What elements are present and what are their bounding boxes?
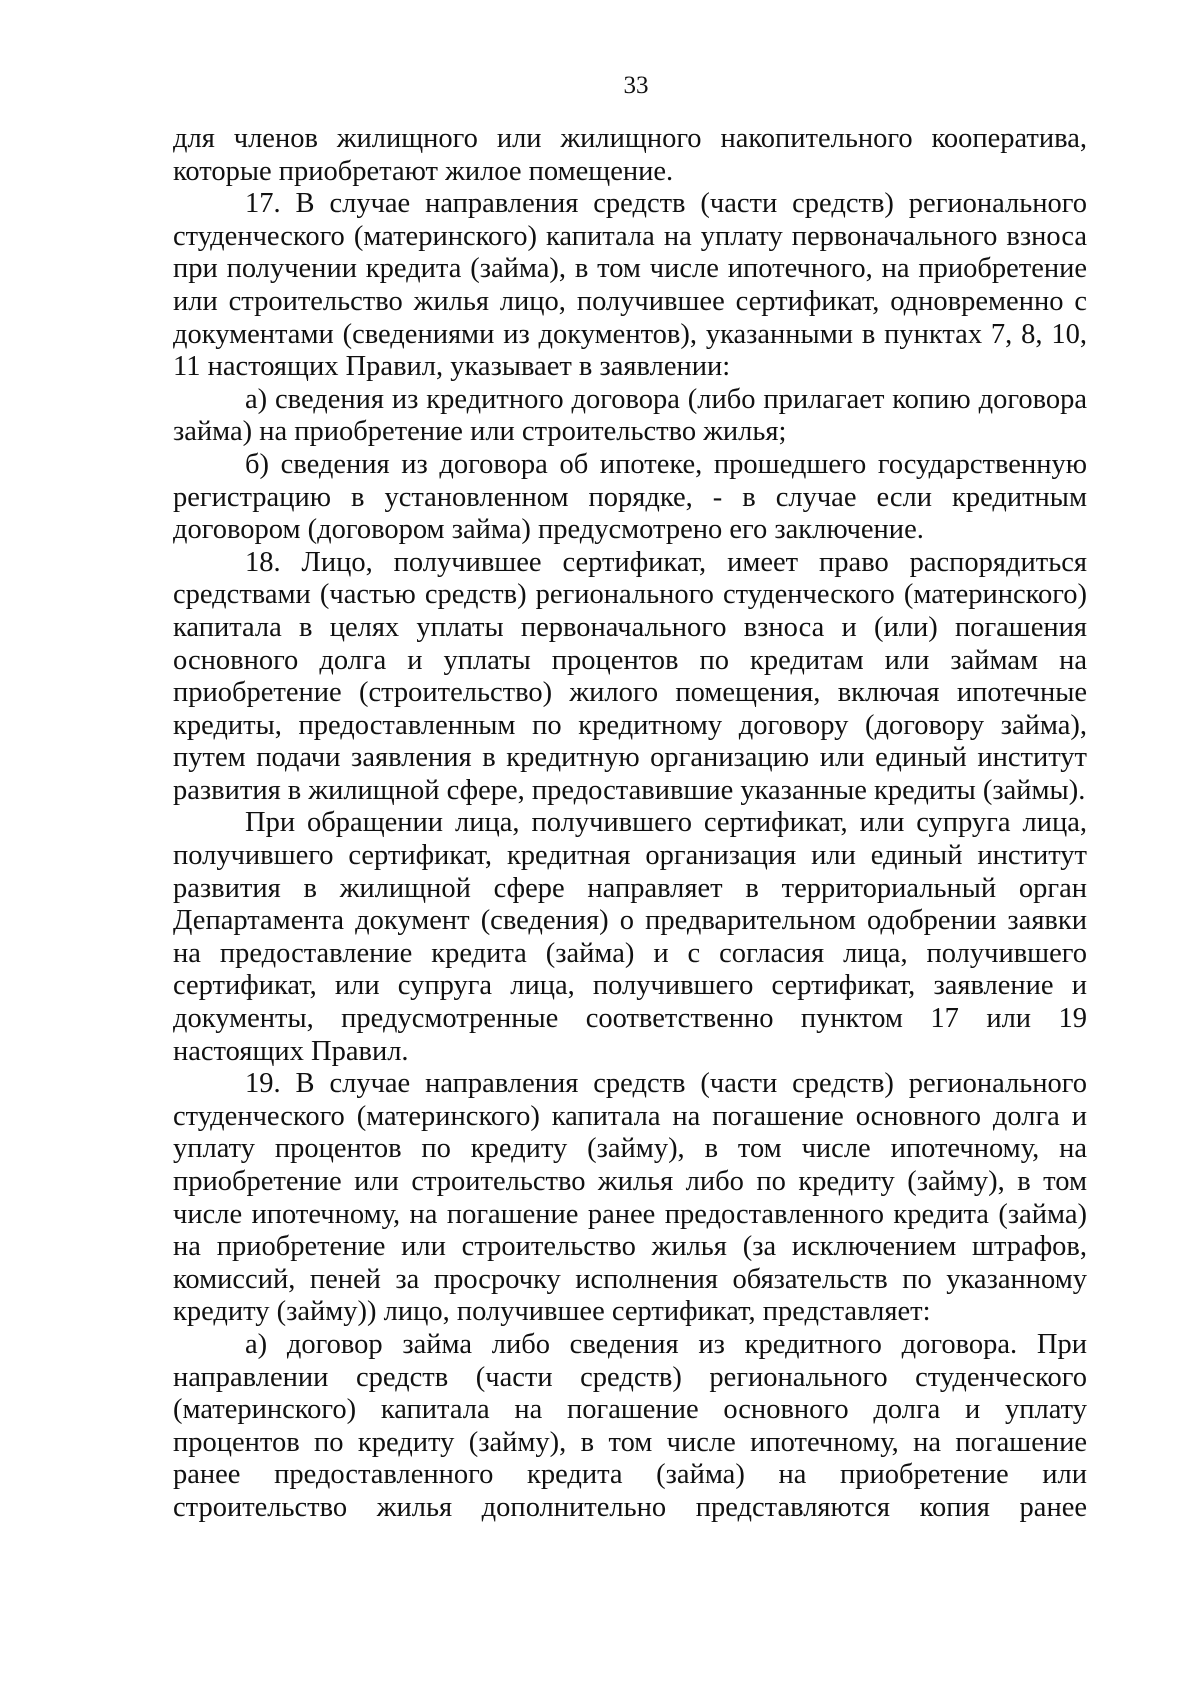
paragraph-item-19: 19. В случае направления средств (части средств) регионального студенческого (материнского) капитала на погашение основного долга и уплату процентов по кредиту (займу), в том числе ипотечному, на приобретение или строительство жилья либо по кредиту (займу), в том числе ипотечному, на погашение ранее предоставленного кредита (займа) на приобретение или строительство жилья (за исключением штрафов, комиссий, пеней за просрочку исполнения обязательств по указанному кредиту (займу)) лицо, получившее сертификат, представляет: (173, 1068, 1087, 1328)
paragraph-item-17-b: б) сведения из договора об ипотеке, прошедшего государственную регистрацию в установленном порядке, - в случае если кредитным договором (договором займа) предусмотрено его заключение. (173, 448, 1087, 546)
page-number: 33 (623, 72, 649, 99)
paragraph-item-18-continued: При обращении лица, получившего сертификат, или супруга лица, получившего сертификат, кредитная организация или единый институт развития в жилищной сфере направляет в территориальный орган Департамента документ (сведения) о предварительном одобрении заявки на предоставление кредита (займа) и с согласия лица, получившего сертификат, или супруга лица, получившего сертификат, заявление и документы, предусмотренные соответственно пунктом 17 или 19 настоящих Правил. (173, 807, 1087, 1067)
paragraph-item-17-a: а) сведения из кредитного договора (либо прилагает копию договора займа) на приобретение или строительство жилья; (173, 383, 1087, 448)
document-body (173, 123, 1087, 1525)
paragraph-continuation: для членов жилищного или жилищного накопительного кооператива, которые приобретают жилое помещение. (173, 123, 1087, 187)
paragraph-item-19-a: а) договор займа либо сведения из кредитного договора. При направлении средств (части средств) регионального студенческого (материнского) капитала на погашение основного долга и уплату процентов по кредиту (займу), в том числе ипотечному, на погашение ранее предоставленного кредита (займа) на приобретение или строительство жилья дополнительно представляются копия ранее (173, 1328, 1087, 1523)
paragraph-item-17: 17. В случае направления средств (части средств) регионального студенческого (материнского) капитала на уплату первоначального взноса при получении кредита (займа), в том числе ипотечного, на приобретение или строительство жилья лицо, получившее сертификат, одновременно с документами (сведениями из документов), указанными в пунктах 7, 8, 10, 11 настоящих Правил, указывает в заявлении: (173, 188, 1087, 383)
paragraph-item-18: 18. Лицо, получившее сертификат, имеет право распорядиться средствами (частью средств) регионального студенческого (материнского) капитала в целях уплаты первоначального взноса и (или) погашения основного долга и уплаты процентов по кредитам или займам на приобретение (строительство) жилого помещения, включая ипотечные кредиты, предоставленным по кредитному договору (договору займа), путем подачи заявления в кредитную организацию или единый институт развития в жилищной сфере, предоставившие указанные кредиты (займы). (173, 546, 1087, 806)
